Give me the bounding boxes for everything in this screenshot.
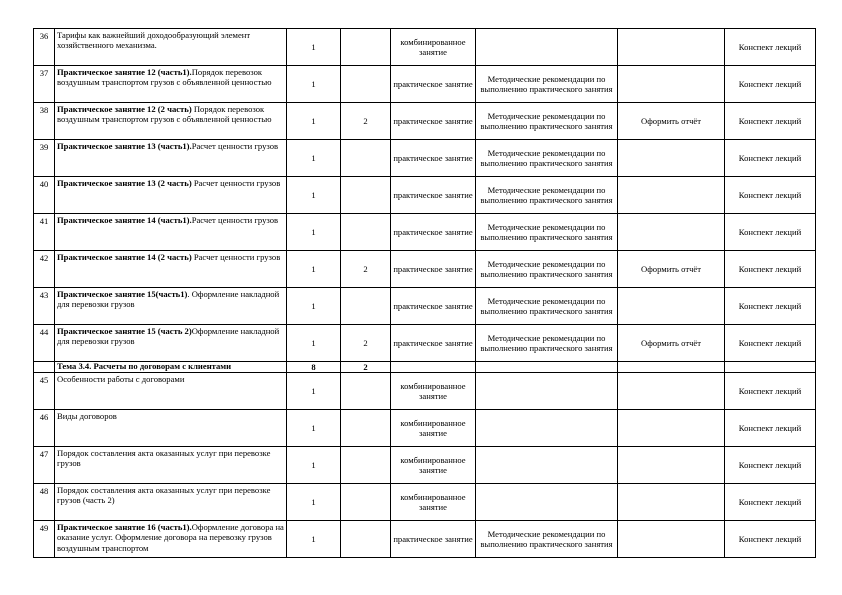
lesson-title-text: Особенности работы с договорами	[57, 374, 185, 384]
hours-cell: 1	[287, 66, 341, 103]
homework-cell: Оформить отчёт	[618, 103, 725, 140]
source-cell: Конспект лекций	[725, 373, 816, 410]
self-study-hours-cell: 2	[341, 103, 391, 140]
hours-cell: 1	[287, 214, 341, 251]
methodology-cell: Методические рекомендации по выполнению практического занятия	[476, 251, 618, 288]
source-cell: Конспект лекций	[725, 484, 816, 521]
row-number-cell: 46	[34, 410, 55, 447]
source-cell: Конспект лекций	[725, 177, 816, 214]
lesson-type-cell: комбинированное занятие	[391, 29, 476, 66]
lesson-title-text: Оформление накладной для перевозки грузов	[57, 326, 280, 347]
source-cell: Конспект лекций	[725, 251, 816, 288]
methodology-cell: Методические рекомендации по выполнению практического занятия	[476, 103, 618, 140]
homework-cell	[618, 177, 725, 214]
homework-cell	[618, 140, 725, 177]
self-study-hours-cell	[341, 521, 391, 558]
lesson-title-cell	[55, 288, 287, 325]
homework-cell	[618, 373, 725, 410]
self-study-hours-cell	[341, 484, 391, 521]
row-number-cell	[34, 362, 55, 373]
lesson-title-cell	[55, 447, 287, 484]
lesson-title-cell	[55, 140, 287, 177]
lesson-title-cell	[55, 521, 287, 558]
self-study-hours-cell	[341, 447, 391, 484]
lesson-title-cell	[55, 325, 287, 362]
lesson-title-bold: Практическое занятие 14 (часть1).	[57, 215, 192, 225]
row-number-cell: 47	[34, 447, 55, 484]
self-study-hours-cell: 2	[341, 251, 391, 288]
row-number-cell: 38	[34, 103, 55, 140]
row-number-cell: 44	[34, 325, 55, 362]
source-cell: Конспект лекций	[725, 447, 816, 484]
table-row	[34, 177, 816, 214]
self-study-hours-cell	[341, 288, 391, 325]
lesson-type-cell: комбинированное занятие	[391, 373, 476, 410]
hours-cell: 1	[287, 325, 341, 362]
methodology-cell: Методические рекомендации по выполнению практического занятия	[476, 521, 618, 558]
lesson-title-text: . Оформление накладной для перевозки грузов	[57, 289, 280, 310]
homework-cell	[618, 29, 725, 66]
lesson-title-bold: Практическое занятие 12 (часть1).	[57, 67, 192, 77]
homework-cell	[618, 362, 725, 373]
hours-cell: 1	[287, 484, 341, 521]
lesson-title-text: Тарифы как важнейший доходообразующий элемент хозяйственного механизма.	[57, 30, 251, 51]
methodology-cell: Методические рекомендации по выполнению практического занятия	[476, 325, 618, 362]
self-study-hours-cell	[341, 410, 391, 447]
table-row	[34, 325, 816, 362]
row-number-cell: 37	[34, 66, 55, 103]
row-number-cell: 36	[34, 29, 55, 66]
homework-cell	[618, 484, 725, 521]
lesson-title-bold: Практическое занятие 13 (часть1).	[57, 141, 192, 151]
row-number-cell: 48	[34, 484, 55, 521]
table-row	[34, 103, 816, 140]
table-row	[34, 484, 816, 521]
lesson-title-text: Порядок составления акта оказанных услуг при перевозке грузов (часть 2)	[57, 485, 271, 506]
table-row	[34, 214, 816, 251]
methodology-cell: Методические рекомендации по выполнению практического занятия	[476, 288, 618, 325]
lesson-title-text: Расчет ценности грузов	[191, 141, 279, 151]
lesson-title-text: Расчет ценности грузов	[191, 178, 281, 188]
lesson-title-cell	[55, 103, 287, 140]
lesson-title-text: Расчет ценности грузов	[191, 252, 281, 262]
row-number-cell: 45	[34, 373, 55, 410]
hours-cell: 1	[287, 373, 341, 410]
row-number-cell: 39	[34, 140, 55, 177]
lesson-title-bold: Практическое занятие 12 (2 часть)	[57, 104, 192, 114]
lesson-title-bold: Практическое занятие 15 (часть 2)	[57, 326, 192, 336]
table-row	[34, 251, 816, 288]
table-row	[34, 410, 816, 447]
lesson-type-cell: комбинированное занятие	[391, 447, 476, 484]
source-cell: Конспект лекций	[725, 521, 816, 558]
lesson-title-text: Расчет ценности грузов	[191, 215, 279, 225]
lesson-type-cell: практическое занятие	[391, 140, 476, 177]
homework-cell	[618, 66, 725, 103]
lesson-title-text: Оформление договора на оказание услуг. Оформление договора на перевозку грузов воздушным транспортом	[57, 522, 284, 553]
lesson-title-bold: Практическое занятие 14 (2 часть)	[57, 252, 192, 262]
source-cell: Конспект лекций	[725, 140, 816, 177]
methodology-cell	[476, 362, 618, 373]
hours-cell: 1	[287, 103, 341, 140]
lesson-type-cell	[391, 362, 476, 373]
methodology-cell	[476, 484, 618, 521]
lesson-title-cell	[55, 177, 287, 214]
source-cell	[725, 362, 816, 373]
row-number-cell: 40	[34, 177, 55, 214]
lesson-title-cell	[55, 29, 287, 66]
homework-cell: Оформить отчёт	[618, 251, 725, 288]
lesson-plan-table	[33, 28, 816, 558]
self-study-hours-cell	[341, 214, 391, 251]
theme-title-cell: Тема 3.4. Расчеты по договорам с клиентами	[55, 362, 287, 373]
theme-row	[34, 362, 816, 373]
self-study-hours-cell	[341, 373, 391, 410]
source-cell: Конспект лекций	[725, 214, 816, 251]
source-cell: Конспект лекций	[725, 410, 816, 447]
homework-cell	[618, 410, 725, 447]
lesson-type-cell: практическое занятие	[391, 66, 476, 103]
lesson-title-cell	[55, 410, 287, 447]
source-cell: Конспект лекций	[725, 66, 816, 103]
hours-cell: 8	[287, 362, 341, 373]
methodology-cell	[476, 373, 618, 410]
hours-cell: 1	[287, 140, 341, 177]
self-study-hours-cell: 2	[341, 362, 391, 373]
row-number-cell: 49	[34, 521, 55, 558]
self-study-hours-cell	[341, 66, 391, 103]
hours-cell: 1	[287, 177, 341, 214]
methodology-cell	[476, 447, 618, 484]
homework-cell	[618, 447, 725, 484]
lesson-title-text: Виды договоров	[57, 411, 117, 421]
methodology-cell: Методические рекомендации по выполнению практического занятия	[476, 140, 618, 177]
lesson-type-cell: практическое занятие	[391, 214, 476, 251]
lesson-type-cell: практическое занятие	[391, 325, 476, 362]
lesson-type-cell: практическое занятие	[391, 251, 476, 288]
row-number-cell: 43	[34, 288, 55, 325]
lesson-title-text: Порядок перевозок воздушным транспортом грузов с объявленной ценностью	[57, 67, 272, 88]
self-study-hours-cell	[341, 140, 391, 177]
table-row	[34, 373, 816, 410]
self-study-hours-cell: 2	[341, 325, 391, 362]
table-row	[34, 140, 816, 177]
lesson-title-text: Порядок перевозок воздушным транспортом грузов с объявленной ценностью	[57, 104, 272, 125]
row-number-cell: 42	[34, 251, 55, 288]
methodology-cell	[476, 29, 618, 66]
lesson-title-cell	[55, 66, 287, 103]
source-cell: Конспект лекций	[725, 103, 816, 140]
lesson-type-cell: практическое занятие	[391, 288, 476, 325]
self-study-hours-cell	[341, 177, 391, 214]
homework-cell	[618, 288, 725, 325]
lesson-type-cell: практическое занятие	[391, 103, 476, 140]
lesson-title-bold: Практическое занятие 15(часть1)	[57, 289, 188, 299]
lesson-type-cell: практическое занятие	[391, 177, 476, 214]
hours-cell: 1	[287, 29, 341, 66]
source-cell: Конспект лекций	[725, 288, 816, 325]
table-row	[34, 66, 816, 103]
lesson-type-cell: практическое занятие	[391, 521, 476, 558]
hours-cell: 1	[287, 447, 341, 484]
lesson-title-cell	[55, 373, 287, 410]
self-study-hours-cell	[341, 29, 391, 66]
row-number-cell: 41	[34, 214, 55, 251]
methodology-cell: Методические рекомендации по выполнению практического занятия	[476, 214, 618, 251]
table-body	[34, 29, 816, 558]
source-cell: Конспект лекций	[725, 325, 816, 362]
lesson-title-bold: Практическое занятие 13 (2 часть)	[57, 178, 192, 188]
homework-cell	[618, 521, 725, 558]
lesson-title-bold: Практическое занятие 16 (часть1).	[57, 522, 192, 532]
lesson-title-cell	[55, 251, 287, 288]
methodology-cell: Методические рекомендации по выполнению практического занятия	[476, 66, 618, 103]
lesson-type-cell: комбинированное занятие	[391, 410, 476, 447]
hours-cell: 1	[287, 410, 341, 447]
homework-cell: Оформить отчёт	[618, 325, 725, 362]
table-row	[34, 29, 816, 66]
table-row	[34, 288, 816, 325]
hours-cell: 1	[287, 288, 341, 325]
methodology-cell: Методические рекомендации по выполнению практического занятия	[476, 177, 618, 214]
lesson-title-cell	[55, 484, 287, 521]
table-row	[34, 447, 816, 484]
lesson-type-cell: комбинированное занятие	[391, 484, 476, 521]
lesson-title-text: Порядок составления акта оказанных услуг при перевозке грузов	[57, 448, 271, 469]
homework-cell	[618, 214, 725, 251]
source-cell: Конспект лекций	[725, 29, 816, 66]
lesson-title-cell	[55, 214, 287, 251]
hours-cell: 1	[287, 251, 341, 288]
table-row	[34, 521, 816, 558]
methodology-cell	[476, 410, 618, 447]
hours-cell: 1	[287, 521, 341, 558]
